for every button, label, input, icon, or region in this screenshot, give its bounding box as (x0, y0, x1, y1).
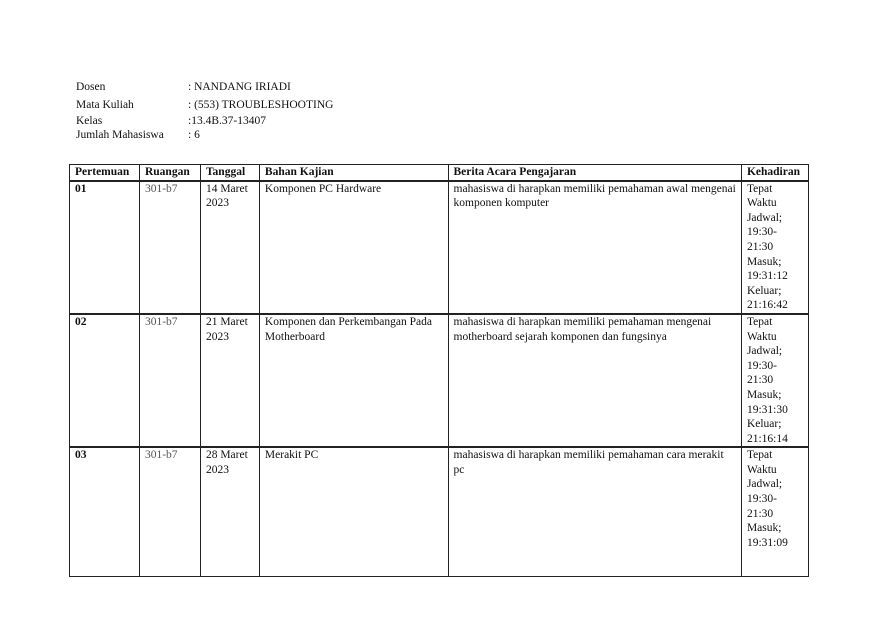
course-info (76, 79, 333, 142)
cell-pertemuan: 01 (70, 181, 140, 314)
jumlah-label: Jumlah Mahasiswa (76, 129, 164, 141)
cell-tanggal: 28 Maret 2023 (200, 447, 259, 576)
table-row (70, 314, 809, 447)
cell-kehadiran: Tepat Waktu Jadwal; 19:30-21:30 Masuk; 19:31:30 Keluar; 21:16:14 (741, 314, 808, 447)
matkul-value: : (553) TROUBLESHOOTING (188, 98, 334, 111)
cell-berita-acara: mahasiswa di harapkan memiliki pemahaman cara merakit pc (448, 447, 741, 576)
col-header-tanggal: Tanggal (200, 165, 259, 181)
matkul-label: Mata Kuliah (76, 98, 134, 111)
kelas-value: :13.4B.37-13407 (188, 115, 266, 127)
kelas-label: Kelas (76, 115, 103, 127)
col-header-berita-acara: Berita Acara Pengajaran (448, 165, 741, 181)
col-header-bahan-kajian: Bahan Kajian (259, 165, 448, 181)
cell-bahan-kajian: Komponen dan Perkembangan Pada Motherboard (259, 314, 448, 447)
col-header-pertemuan: Pertemuan (70, 165, 140, 181)
cell-berita-acara: mahasiswa di harapkan memiliki pemahaman mengenai motherboard sejarah komponen dan fungsinya (448, 314, 741, 447)
cell-ruangan: 301-b7 (139, 447, 200, 576)
dosen-label: Dosen (76, 81, 106, 93)
cell-tanggal: 14 Maret 2023 (200, 181, 259, 314)
cell-bahan-kajian: Komponen PC Hardware (259, 181, 448, 314)
cell-kehadiran: Tepat Waktu Jadwal; 19:30-21:30 Masuk; 19:31:12 Keluar; 21:16:42 (741, 181, 808, 314)
cell-kehadiran: Tepat Waktu Jadwal; 19:30-21:30 Masuk; 19:31:09 (741, 447, 808, 576)
table-row (70, 181, 809, 314)
jumlah-value: : 6 (188, 129, 200, 141)
info-row-matkul (76, 97, 333, 115)
cell-tanggal: 21 Maret 2023 (200, 314, 259, 447)
cell-berita-acara: mahasiswa di harapkan memiliki pemahaman awal mengenai komponen komputer (448, 181, 741, 314)
cell-pertemuan: 02 (70, 314, 140, 447)
table-header-row (70, 165, 809, 181)
col-header-kehadiran: Kehadiran (741, 165, 808, 181)
cell-bahan-kajian: Merakit PC (259, 447, 448, 576)
cell-ruangan: 301-b7 (139, 314, 200, 447)
cell-pertemuan: 03 (70, 447, 140, 576)
info-row-dosen (76, 79, 333, 97)
info-row-jumlah (76, 128, 333, 142)
attendance-table (69, 164, 809, 577)
col-header-ruangan: Ruangan (139, 165, 200, 181)
cell-ruangan: 301-b7 (139, 181, 200, 314)
table-row (70, 447, 809, 576)
dosen-value: : NANDANG IRIADI (188, 81, 291, 93)
info-row-kelas (76, 114, 333, 128)
